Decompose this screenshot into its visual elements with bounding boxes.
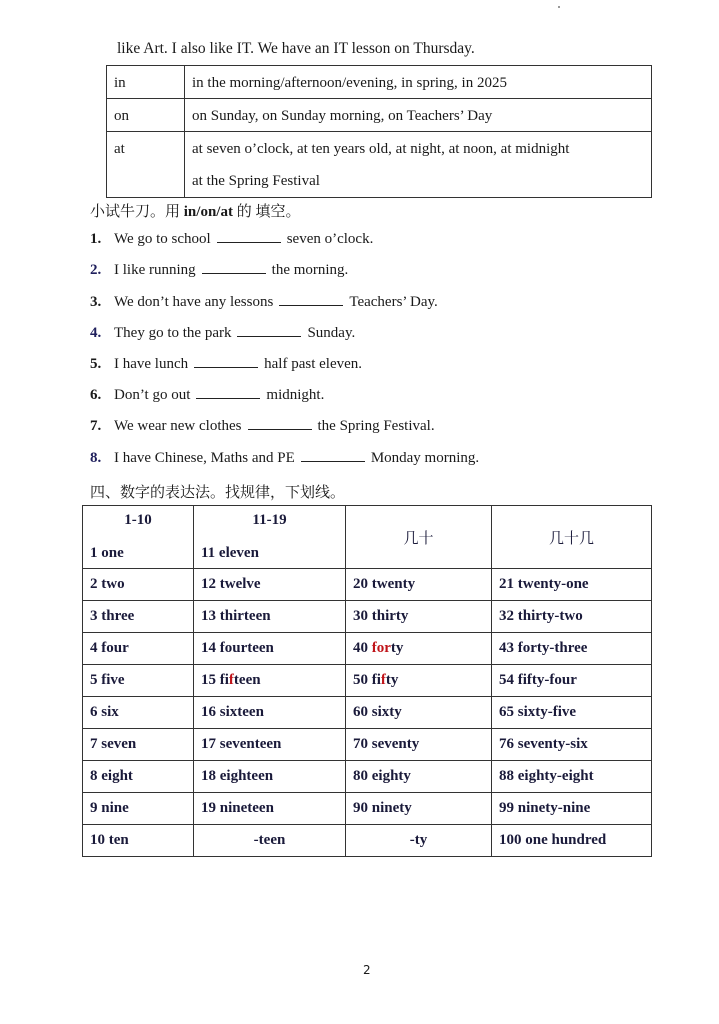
title-suffix: 的 填空。 <box>232 204 301 220</box>
item-number: 8. <box>90 450 102 466</box>
table-cell: 20 twenty <box>346 569 492 601</box>
table-row <box>83 825 652 857</box>
header-cell <box>83 506 194 569</box>
exercise-item <box>90 262 348 279</box>
table-cell: 19 nineteen <box>194 793 346 825</box>
table-cell: 9 nine <box>83 793 194 825</box>
table-cell: 18 eighteen <box>194 761 346 793</box>
table-row <box>107 99 652 132</box>
table-cell: 3 three <box>83 601 194 633</box>
cell-text: 15 fi <box>201 672 229 688</box>
highlighted-text: f <box>228 672 234 688</box>
page-number: 2 <box>363 963 371 977</box>
table-row <box>83 665 652 697</box>
item-before: They go to the park <box>114 325 232 341</box>
numbers-table <box>82 505 652 857</box>
table-cell: 100 one hundred <box>492 825 652 857</box>
table-cell: 99 ninety-nine <box>492 793 652 825</box>
cell-text: teen <box>233 672 261 688</box>
item-number: 6. <box>90 387 102 403</box>
header-cell: 几十 <box>346 506 492 569</box>
table-cell: 17 seventeen <box>194 729 346 761</box>
table-row <box>107 66 652 99</box>
title-bold: in/on/at <box>183 204 233 220</box>
table-row <box>83 569 652 601</box>
exercise-item <box>90 450 479 467</box>
title-prefix: 小试牛刀。用 <box>90 204 184 220</box>
table-cell: 16 sixteen <box>194 697 346 729</box>
table-cell-highlighted <box>194 665 346 697</box>
table-cell: 14 fourteen <box>194 633 346 665</box>
item-number: 5. <box>90 356 102 372</box>
table-cell-highlighted <box>346 665 492 697</box>
table-cell: 30 thirty <box>346 601 492 633</box>
cell-text: 40 <box>353 640 372 656</box>
table-cell: 21 twenty-one <box>492 569 652 601</box>
table-cell: 54 fifty-four <box>492 665 652 697</box>
cell-text: 50 fi <box>353 672 381 688</box>
item-after: seven o’clock. <box>286 231 374 247</box>
cell-text: ty <box>385 672 399 688</box>
item-after: half past eleven. <box>264 356 363 372</box>
example-line: at the Spring Festival <box>192 173 320 189</box>
exercise-item <box>90 325 355 342</box>
table-cell: 65 sixty-five <box>492 697 652 729</box>
item-after: the Spring Festival. <box>317 418 435 434</box>
cell-text: ty <box>390 640 404 656</box>
answer-blank[interactable] <box>279 294 343 306</box>
table-cell: 88 eighty-eight <box>492 761 652 793</box>
item-before: We go to school <box>114 231 211 247</box>
exercise-item <box>90 356 362 373</box>
table-cell: 32 thirty-two <box>492 601 652 633</box>
table-cell: 5 five <box>83 665 194 697</box>
header-first-entry: 11 eleven <box>201 545 259 561</box>
table-cell: 10 ten <box>83 825 194 857</box>
table-header-row <box>83 506 652 569</box>
table-cell: 76 seventy-six <box>492 729 652 761</box>
item-after: midnight. <box>266 387 325 403</box>
table-cell: 2 two <box>83 569 194 601</box>
intro-line: like Art. I also like IT. We have an IT lesson on Thursday. <box>117 40 475 57</box>
exercise-title <box>90 200 300 221</box>
example-line: at seven o’clock, at ten years old, at night, at noon, at midnight <box>192 141 570 157</box>
exercise-item <box>90 387 324 404</box>
table-row <box>83 729 652 761</box>
preposition-key: on <box>107 99 185 132</box>
table-cell: 4 four <box>83 633 194 665</box>
table-row <box>83 793 652 825</box>
preposition-examples: in the morning/afternoon/evening, in spring, in 2025 <box>185 66 652 99</box>
table-row <box>83 761 652 793</box>
item-number: 7. <box>90 418 102 434</box>
item-before: I have Chinese, Maths and PE <box>114 450 295 466</box>
table-cell: 7 seven <box>83 729 194 761</box>
answer-blank[interactable] <box>202 262 266 274</box>
item-number: 4. <box>90 325 102 341</box>
answer-blank[interactable] <box>237 325 301 337</box>
answer-blank[interactable] <box>194 356 258 368</box>
preposition-key: in <box>107 66 185 99</box>
header-cell: 几十几 <box>492 506 652 569</box>
table-cell: 70 seventy <box>346 729 492 761</box>
item-number: 1. <box>90 231 102 247</box>
table-cell: 8 eight <box>83 761 194 793</box>
item-before: I like running <box>114 262 196 278</box>
suffix-cell: -teen <box>194 825 346 857</box>
table-cell: 13 thirteen <box>194 601 346 633</box>
numbers-section-title: 四、数字的表达法。找规律，下划线。 <box>90 485 346 501</box>
exercise-item <box>90 418 435 435</box>
table-row <box>83 697 652 729</box>
table-cell: 60 sixty <box>346 697 492 729</box>
item-after: Monday morning. <box>370 450 480 466</box>
answer-blank[interactable] <box>248 418 312 430</box>
exercise-item <box>90 294 438 311</box>
suffix-cell: -ty <box>346 825 492 857</box>
table-cell: 90 ninety <box>346 793 492 825</box>
table-row <box>107 132 652 198</box>
table-cell: 6 six <box>83 697 194 729</box>
table-cell: 43 forty-three <box>492 633 652 665</box>
highlighted-text: f <box>380 672 386 688</box>
item-after: Sunday. <box>307 325 356 341</box>
answer-blank[interactable] <box>196 387 260 399</box>
item-number: 2. <box>90 262 102 278</box>
item-after: Teachers’ Day. <box>349 294 438 310</box>
item-before: We wear new clothes <box>114 418 242 434</box>
table-row <box>83 633 652 665</box>
header-first-entry: 1 one <box>90 545 124 561</box>
item-before: I have lunch <box>114 356 189 372</box>
scan-speck <box>558 6 560 8</box>
header-range: 1-10 <box>124 512 152 528</box>
answer-blank[interactable] <box>301 450 365 462</box>
preposition-key: at <box>107 132 185 198</box>
exercise-item <box>90 231 373 248</box>
item-before: We don’t have any lessons <box>114 294 274 310</box>
header-range: 11-19 <box>252 512 287 528</box>
preposition-examples: on Sunday, on Sunday morning, on Teachers’ Day <box>185 99 652 132</box>
item-number: 3. <box>90 294 102 310</box>
preposition-examples <box>185 132 652 198</box>
preposition-table <box>106 65 652 198</box>
item-before: Don’t go out <box>114 387 191 403</box>
highlighted-text: for <box>371 640 391 656</box>
table-cell: 12 twelve <box>194 569 346 601</box>
table-cell-highlighted <box>346 633 492 665</box>
table-cell: 80 eighty <box>346 761 492 793</box>
header-cell <box>194 506 346 569</box>
table-row <box>83 601 652 633</box>
answer-blank[interactable] <box>217 231 281 243</box>
item-after: the morning. <box>271 262 349 278</box>
